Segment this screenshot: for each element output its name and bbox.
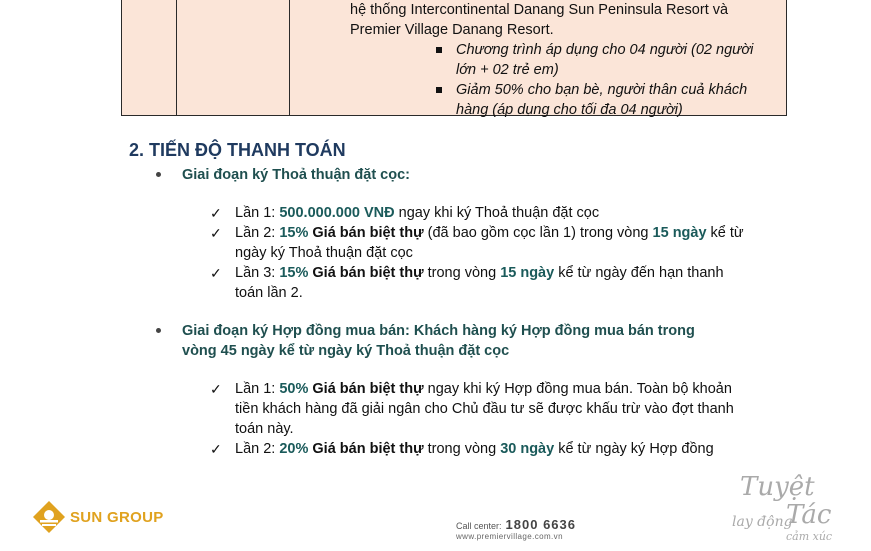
checkmark-icon: ✓ — [210, 381, 222, 397]
slogan-watermark: Tuyệt lay động Tác cảm xúc — [732, 472, 833, 543]
table-subitem: Giảm 50% cho bạn bè, người thân cuả khách hàng (áp dụng cho tối đa 04 người) — [350, 80, 780, 120]
checkmark-icon: ✓ — [210, 205, 222, 221]
call-center-number: 1800 6636 — [505, 517, 576, 532]
sun-logo-icon — [32, 500, 66, 534]
table-divider — [289, 0, 290, 115]
table-divider — [176, 0, 177, 115]
table-cell-text — [350, 0, 780, 120]
square-bullet-icon — [436, 87, 442, 93]
stage1-items — [210, 203, 750, 303]
section-title: 2. TIẾN ĐỘ THANH TOÁN — [129, 140, 346, 160]
checkmark-icon: ✓ — [210, 441, 222, 457]
brand-name: SUN GROUP — [70, 508, 164, 526]
bullet-icon — [156, 172, 161, 177]
call-center: Call center: 1800 6636 — [456, 517, 576, 532]
payment-item: ✓ Lần 1: 50% Giá bán biệt thự ngay khi ký Hợp đồng mua bán. Toàn bộ khoản tiền khách hàng đã giải ngân cho Chủ đầu tư sẽ được khấu trừ vào đợt thanh toán này. — [210, 381, 734, 437]
table-line: Premier Village Danang Resort. — [350, 22, 554, 38]
checkmark-icon: ✓ — [210, 225, 222, 241]
stage1-heading: Giai đoạn ký Thoả thuận đặt cọc: — [156, 165, 410, 185]
table-subitem: Chương trình áp dụng cho 04 người (02 người lớn + 02 trẻ em) — [350, 40, 780, 80]
stage2-heading: Giai đoạn ký Hợp đồng mua bán: Khách hàng ký Hợp đồng mua bán trong vòng 45 ngày kể từ ngày ký Thoả thuận đặt cọc — [156, 321, 695, 361]
website: www.premiervillage.com.vn — [456, 532, 563, 541]
payment-item: ✓ Lần 3: 15% Giá bán biệt thự trong vòng 15 ngày kể từ ngày đến hạn thanh toán lần 2. — [210, 265, 724, 301]
payment-item: ✓ Lần 1: 500.000.000 VNĐ ngay khi ký Thoả thuận đặt cọc — [210, 205, 600, 221]
bullet-icon — [156, 328, 161, 333]
square-bullet-icon — [436, 47, 442, 53]
benefits-table-fragment — [121, 0, 787, 116]
payment-item: ✓ Lần 2: 15% Giá bán biệt thự (đã bao gồm cọc lần 1) trong vòng 15 ngày kể từ ngày ký Thoả thuận đặt cọc — [210, 225, 744, 261]
checkmark-icon: ✓ — [210, 265, 222, 281]
stage2-items — [210, 379, 750, 459]
table-line: hệ thống Intercontinental Danang Sun Peninsula Resort và — [350, 2, 729, 18]
sun-group-logo — [32, 500, 164, 534]
payment-item: ✓ Lần 2: 20% Giá bán biệt thự trong vòng 30 ngày kể từ ngày ký Hợp đồng — [210, 441, 714, 457]
